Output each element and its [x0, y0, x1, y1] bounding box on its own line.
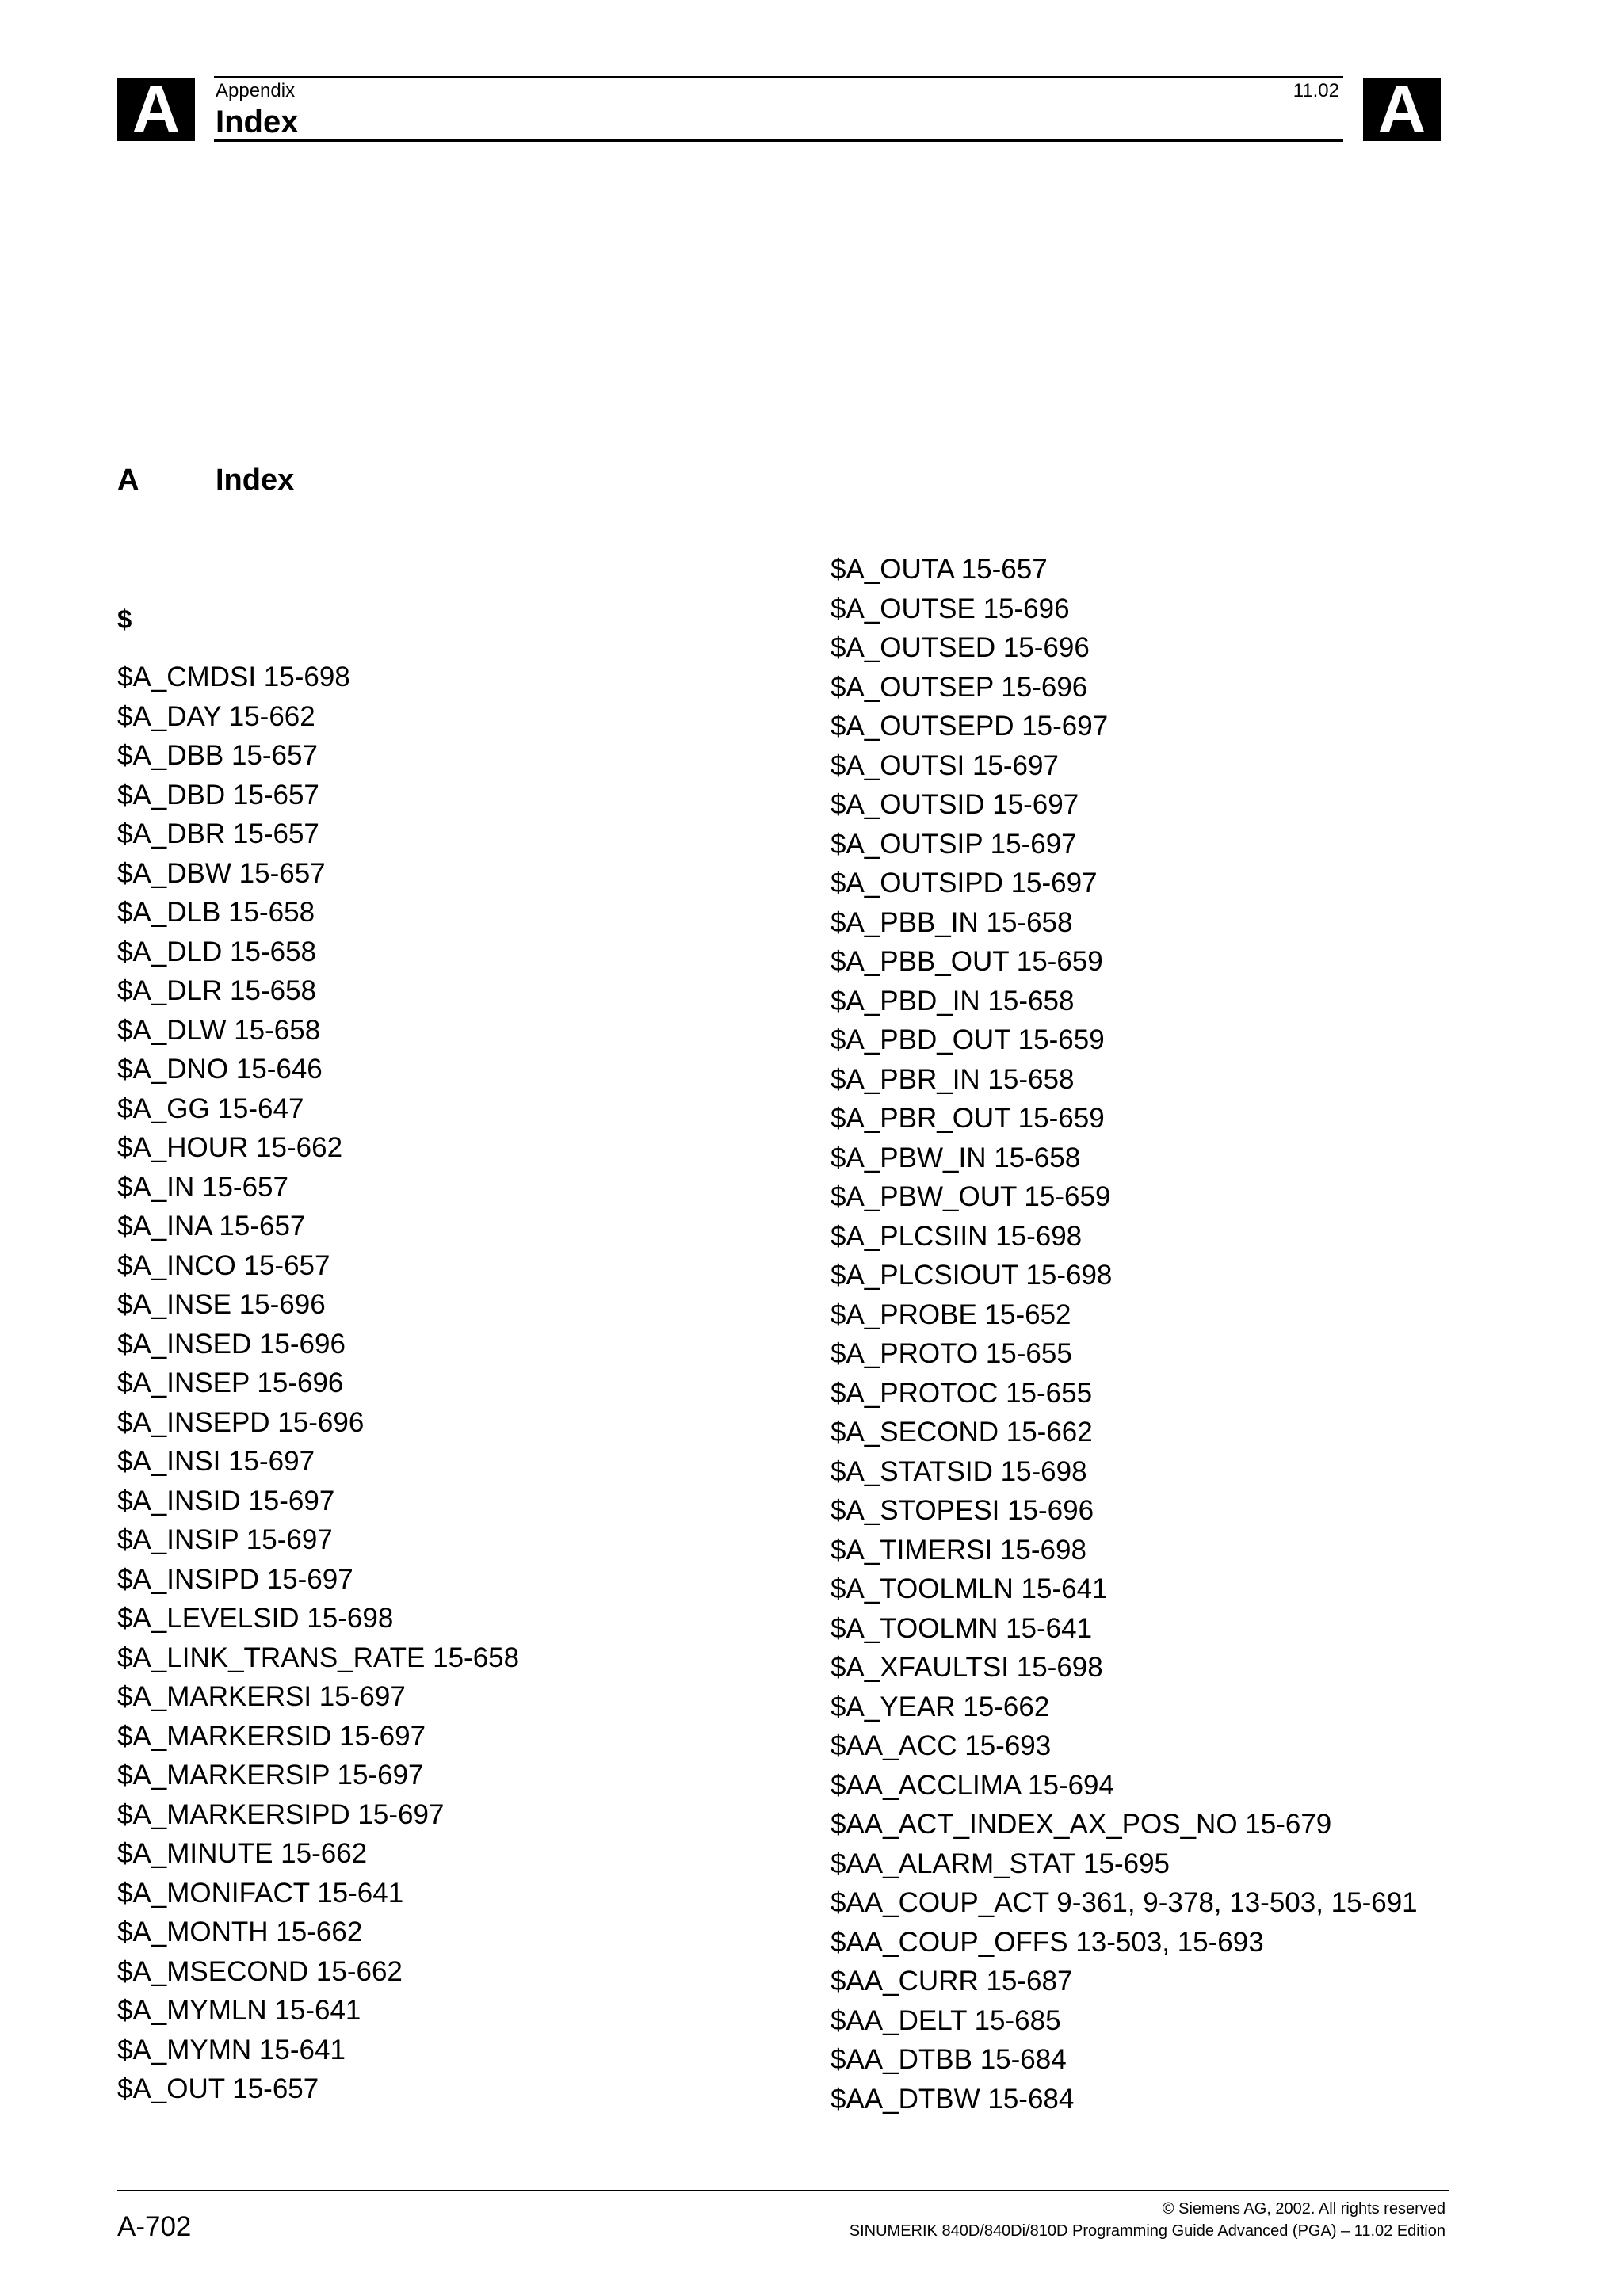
index-entry: $A_OUTSI 15-697 — [831, 749, 1059, 781]
index-entry: $A_CMDSI 15-698 — [117, 662, 350, 692]
index-column-right — [831, 550, 1418, 2119]
index-entry: $A_STATSID 15-698 — [831, 1455, 1087, 1487]
index-entry: $A_MARKERSI 15-697 — [117, 1681, 406, 1712]
chapter-letter: A — [117, 463, 139, 497]
index-entry: $A_INCO 15-657 — [117, 1249, 330, 1281]
index-entry: $A_DNO 15-646 — [117, 1054, 323, 1085]
index-entry: $AA_ACCLIMA 15-694 — [831, 1769, 1114, 1801]
index-entry: $A_PBB_OUT 15-659 — [831, 946, 1103, 977]
index-entry: $A_OUT 15-657 — [117, 2073, 319, 2104]
copyright-notice: © Siemens AG, 2002. All rights reserved — [1162, 2200, 1445, 2218]
index-entry: $A_OUTSEPD 15-697 — [831, 711, 1109, 742]
page-number: A-702 — [117, 2211, 192, 2242]
index-entry: $A_PBW_OUT 15-659 — [831, 1181, 1111, 1212]
index-entry: $AA_ACT_INDEX_AX_POS_NO 15-679 — [831, 1809, 1332, 1840]
index-entry: $AA_ACC 15-693 — [831, 1730, 1052, 1761]
index-entry: $A_DBB 15-657 — [117, 740, 318, 771]
index-entry: $A_MONTH 15-662 — [117, 1917, 363, 1947]
index-entry: $A_IN 15-657 — [117, 1171, 288, 1203]
header-date: 11.02 — [1293, 80, 1339, 101]
index-entry: $A_DLR 15-658 — [117, 975, 316, 1006]
index-entry: $A_DAY 15-662 — [117, 700, 315, 732]
index-entry: $A_LEVELSID 15-698 — [117, 1603, 394, 1634]
index-entry: $A_DLW 15-658 — [117, 1014, 321, 1046]
index-entry: $AA_COUP_ACT 9-361, 9-378, 13-503, 15-691 — [831, 1887, 1418, 1918]
index-entry: $A_MINUTE 15-662 — [117, 1838, 368, 1869]
chapter-title: Index — [216, 463, 295, 497]
index-entry: $A_DLB 15-658 — [117, 897, 315, 928]
index-entry: $A_PROTOC 15-655 — [831, 1377, 1093, 1409]
index-entry: $AA_COUP_OFFS 13-503, 15-693 — [831, 1926, 1264, 1958]
index-entry: $A_MSECOND 15-662 — [117, 1955, 403, 1987]
index-entry: $A_DBW 15-657 — [117, 857, 326, 889]
index-entry: $A_DBR 15-657 — [117, 818, 319, 849]
header-title: Index — [216, 105, 299, 139]
index-entry: $A_MARKERSIPD 15-697 — [117, 1798, 445, 1830]
index-entry: $A_DBD 15-657 — [117, 779, 319, 810]
index-entry: $A_SECOND 15-662 — [831, 1417, 1093, 1447]
edition-line: SINUMERIK 840D/840Di/810D Programming Guide Advanced (PGA) – 11.02 Edition — [849, 2222, 1445, 2240]
index-entry: $A_DLD 15-658 — [117, 936, 316, 967]
index-entry: $A_MARKERSIP 15-697 — [117, 1760, 424, 1791]
index-entry: $A_MONIFACT 15-641 — [117, 1877, 404, 1909]
index-entry: $A_INA 15-657 — [117, 1211, 306, 1241]
index-entry: $A_OUTSED 15-696 — [831, 632, 1090, 663]
index-entry: $A_OUTSID 15-697 — [831, 789, 1079, 820]
index-entry: $AA_DTBW 15-684 — [831, 2083, 1075, 2115]
index-entry: $A_YEAR 15-662 — [831, 1691, 1050, 1722]
index-entry: $AA_CURR 15-687 — [831, 1966, 1073, 1997]
index-entry: $A_OUTA 15-657 — [831, 554, 1048, 585]
header-section-label: Appendix — [216, 80, 296, 101]
index-entry: $A_INSED 15-696 — [117, 1328, 346, 1360]
appendix-tab-left: A — [117, 78, 195, 141]
index-entry: $A_MYMN 15-641 — [117, 2034, 346, 2065]
index-entry: $A_OUTSE 15-696 — [831, 593, 1070, 624]
index-entry: $AA_ALARM_STAT 15-695 — [831, 1848, 1170, 1879]
index-entry: $A_TIMERSI 15-698 — [831, 1534, 1086, 1566]
index-group-heading: $ — [117, 605, 132, 634]
index-entry: $A_INSIPD 15-697 — [117, 1563, 353, 1595]
index-entry: $A_PBW_IN 15-658 — [831, 1142, 1081, 1173]
index-entry: $A_PBR_IN 15-658 — [831, 1063, 1075, 1095]
index-entry: $A_OUTSEP 15-696 — [831, 671, 1088, 703]
index-entry: $A_INSIP 15-697 — [117, 1524, 333, 1555]
index-entry: $A_INSE 15-696 — [117, 1289, 326, 1320]
header-bottom-rule — [214, 139, 1343, 142]
index-entry: $A_PBB_IN 15-658 — [831, 906, 1073, 938]
index-entry: $A_LINK_TRANS_RATE 15-658 — [117, 1642, 520, 1673]
index-entry: $A_TOOLMLN 15-641 — [831, 1573, 1108, 1604]
header-top-rule — [214, 76, 1343, 78]
appendix-tab-right: A — [1363, 78, 1441, 141]
index-entry: $A_MYMLN 15-641 — [117, 1995, 361, 2026]
index-entry: $A_OUTSIP 15-697 — [831, 828, 1077, 860]
index-entry: $A_INSEP 15-696 — [117, 1367, 344, 1398]
index-entry: $A_MARKERSID 15-697 — [117, 1720, 426, 1752]
index-entry: $A_INSEPD 15-696 — [117, 1406, 365, 1438]
index-entry: $A_OUTSIPD 15-697 — [831, 868, 1098, 898]
index-column-left — [117, 658, 519, 2109]
index-entry: $A_PROBE 15-652 — [831, 1299, 1071, 1330]
index-entry: $A_PBD_IN 15-658 — [831, 985, 1075, 1016]
index-entry: $A_PBR_OUT 15-659 — [831, 1103, 1105, 1134]
footer-rule — [117, 2190, 1449, 2191]
index-entry: $A_XFAULTSI 15-698 — [831, 1652, 1103, 1683]
index-entry: $A_PBD_OUT 15-659 — [831, 1024, 1105, 1055]
index-entry: $A_STOPESI 15-696 — [831, 1495, 1094, 1526]
index-entry: $A_GG 15-647 — [117, 1093, 304, 1124]
index-entry: $A_HOUR 15-662 — [117, 1132, 343, 1163]
index-entry: $A_INSI 15-697 — [117, 1446, 315, 1477]
index-entry: $A_PLCSIOUT 15-698 — [831, 1260, 1113, 1291]
index-entry: $A_INSID 15-697 — [117, 1485, 335, 1516]
index-entry: $AA_DELT 15-685 — [831, 2004, 1061, 2036]
index-entry: $A_TOOLMN 15-641 — [831, 1612, 1093, 1644]
index-entry: $AA_DTBB 15-684 — [831, 2044, 1067, 2075]
index-entry: $A_PROTO 15-655 — [831, 1338, 1072, 1369]
index-entry: $A_PLCSIIN 15-698 — [831, 1220, 1083, 1252]
